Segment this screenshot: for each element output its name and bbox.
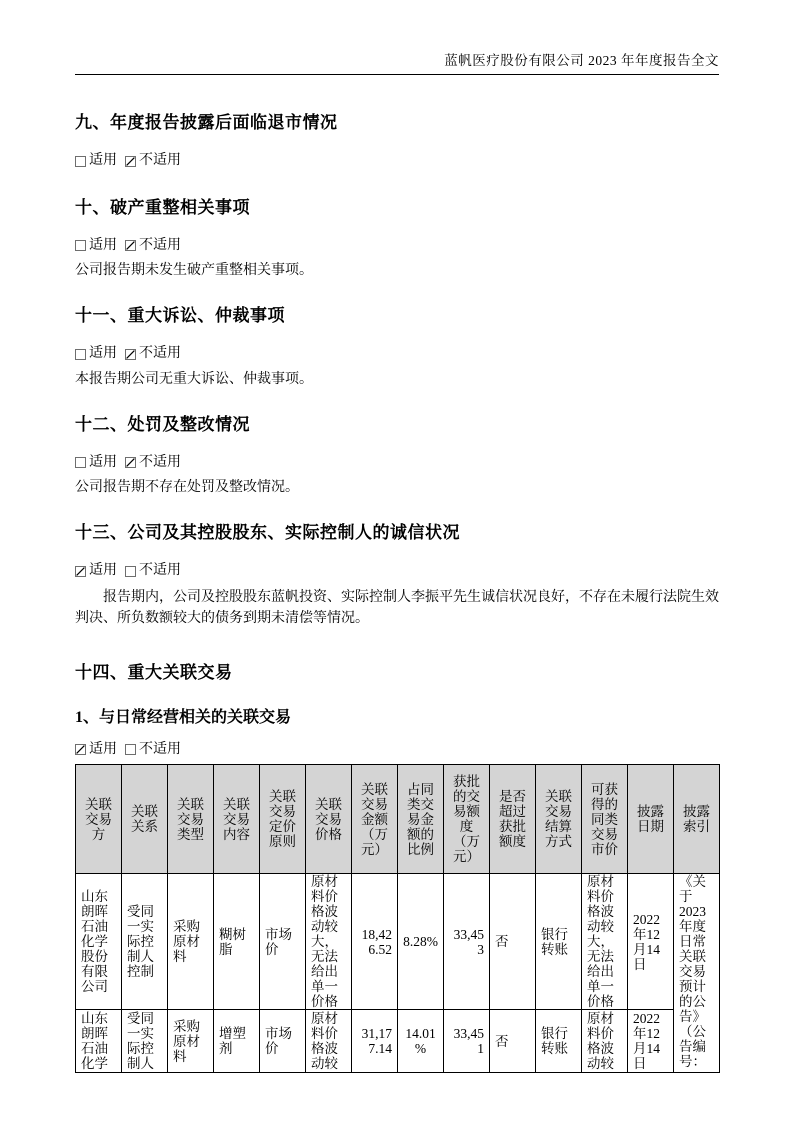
not-applicable-label: 不适用	[139, 563, 181, 578]
table-cell: 糊树脂	[214, 874, 260, 1010]
doc-header-title: 蓝帆医疗股份有限公司 2023 年年度报告全文	[444, 53, 719, 68]
page-content	[75, 0, 719, 1073]
table-cell: 原材料价格波动较	[306, 1010, 352, 1073]
not-applicable-option	[125, 563, 181, 579]
table-header-cell: 关联交易金额（万元）	[352, 765, 398, 874]
checkbox-checked-icon	[75, 744, 86, 755]
checkbox-checked-icon	[125, 156, 136, 167]
checkbox-checked-icon	[75, 566, 86, 577]
section-heading: 十、破产重整相关事项	[75, 197, 250, 217]
table-cell: 18,426.52	[352, 874, 398, 1010]
table-cell: 山东朗晖石油化学	[76, 1010, 122, 1073]
checkbox-unchecked-icon	[75, 457, 86, 468]
table-header-cell: 关联交易类型	[168, 765, 214, 874]
table-cell: 2022年12月14日	[628, 1010, 674, 1073]
table-row	[76, 874, 720, 1010]
table-cell: 8.28%	[398, 874, 444, 1010]
not-applicable-label: 不适用	[139, 153, 181, 168]
section-block	[75, 518, 719, 629]
table-cell: 33,453	[444, 874, 490, 1010]
not-applicable-option	[125, 238, 181, 254]
doc-header	[75, 0, 719, 75]
table-cell: 受同一实际控制人	[122, 1010, 168, 1073]
not-applicable-option	[125, 742, 181, 758]
applicable-option	[75, 563, 117, 579]
applicability-line	[75, 563, 719, 582]
table-header-cell: 关联交易定价原则	[260, 765, 306, 874]
applicable-option	[75, 153, 117, 169]
table-cell: 市场价	[260, 874, 306, 1010]
table-header-cell: 披露索引	[674, 765, 720, 874]
sections-container	[75, 108, 719, 1073]
applicable-option	[75, 455, 117, 471]
table-header-cell: 关联关系	[122, 765, 168, 874]
checkbox-unchecked-icon	[125, 566, 136, 577]
checkbox-checked-icon	[125, 240, 136, 251]
table-header-cell: 占同类交易金额的比例	[398, 765, 444, 874]
checkbox-unchecked-icon	[75, 156, 86, 167]
section-block	[75, 108, 719, 172]
applicable-label: 适用	[89, 153, 117, 168]
applicable-option	[75, 346, 117, 362]
table-header-row	[76, 765, 720, 874]
applicable-label: 适用	[89, 454, 117, 470]
checkbox-checked-icon	[125, 457, 136, 468]
section-note: 公司报告期不存在处罚及整改情况。	[75, 480, 299, 495]
not-applicable-option	[125, 153, 181, 169]
applicable-label: 适用	[89, 237, 117, 253]
section-block	[75, 301, 719, 389]
applicable-label: 适用	[89, 346, 117, 361]
not-applicable-label: 不适用	[139, 741, 181, 757]
applicable-label: 适用	[89, 741, 117, 757]
section-heading: 十一、重大诉讼、仲裁事项	[75, 306, 285, 325]
not-applicable-option	[125, 455, 181, 471]
table-cell: 原材料价格波动较大，无法给出单一价格	[306, 874, 352, 1010]
section-heading: 十四、重大关联交易	[75, 662, 233, 682]
applicability-line	[75, 153, 719, 172]
table-header-cell: 关联交易价格	[306, 765, 352, 874]
applicable-label: 适用	[89, 563, 117, 578]
not-applicable-label: 不适用	[139, 346, 181, 361]
applicable-option	[75, 742, 117, 758]
table-cell: 31,177.14	[352, 1010, 398, 1073]
section-note: 本报告期公司无重大诉讼、仲裁事项。	[75, 371, 313, 387]
table-cell: 2022年12月14日	[628, 874, 674, 1010]
section-block	[75, 193, 719, 281]
applicability-line	[75, 238, 719, 257]
table-header-cell: 关联交易内容	[214, 765, 260, 874]
table-cell: 市场价	[260, 1010, 306, 1073]
table-header-cell: 关联交易方	[76, 765, 122, 874]
table-cell: 14.01%	[398, 1010, 444, 1073]
disclosure-index-cell: 《关于2023年度日常关联交易预计的公告》（公告编号：	[674, 874, 720, 1073]
table-cell: 采购原材料	[168, 1010, 214, 1073]
table-header-cell: 关联交易结算方式	[536, 765, 582, 874]
checkbox-unchecked-icon	[75, 349, 86, 360]
table-cell: 受同一实际控制人控制	[122, 874, 168, 1010]
section-heading: 九、年度报告披露后面临退市情况	[75, 113, 338, 132]
table-header-cell: 是否超过获批额度	[490, 765, 536, 874]
section-note: 公司报告期未发生破产重整相关事项。	[75, 263, 313, 278]
table-cell: 原材料价格波动较大，无法给出单一价格	[582, 874, 628, 1010]
not-applicable-label: 不适用	[139, 454, 181, 470]
table-cell: 原材料价格波动较	[582, 1010, 628, 1073]
applicability-line	[75, 455, 719, 474]
table-cell: 银行转账	[536, 874, 582, 1010]
applicable-option	[75, 238, 117, 254]
table-cell: 33,451	[444, 1010, 490, 1073]
section-block	[75, 658, 719, 1074]
table-cell: 否	[490, 1010, 536, 1073]
table-cell: 否	[490, 874, 536, 1010]
not-applicable-label: 不适用	[139, 237, 181, 253]
checkbox-unchecked-icon	[125, 744, 136, 755]
applicability-line	[75, 346, 719, 365]
subsection-heading: 1、与日常经营相关的关联交易	[75, 708, 292, 726]
table-header-cell: 获批的交易额度（万元）	[444, 765, 490, 874]
section-paragraph: 报告期内，公司及控股股东蓝帆投资、实际控制人李振平先生诚信状况良好，不存在未履行法院生效判决、所负数额较大的债务到期未清偿等情况。	[75, 589, 719, 626]
section-heading: 十二、处罚及整改情况	[75, 414, 250, 434]
table-header-cell: 披露日期	[628, 765, 674, 874]
table-header-cell: 可获得的同类交易市价	[582, 765, 628, 874]
table-cell: 山东朗晖石油化学股份有限公司	[76, 874, 122, 1010]
not-applicable-option	[125, 346, 181, 362]
section-heading: 十三、公司及其控股股东、实际控制人的诚信状况	[75, 523, 460, 542]
table-cell: 银行转账	[536, 1010, 582, 1073]
table-row	[76, 1010, 720, 1073]
checkbox-unchecked-icon	[75, 240, 86, 251]
checkbox-checked-icon	[125, 349, 136, 360]
table-cell: 采购原材料	[168, 874, 214, 1010]
table-cell: 增塑剂	[214, 1010, 260, 1073]
related-transactions-table	[75, 764, 720, 1073]
applicability-line	[75, 742, 719, 761]
section-block	[75, 410, 719, 498]
